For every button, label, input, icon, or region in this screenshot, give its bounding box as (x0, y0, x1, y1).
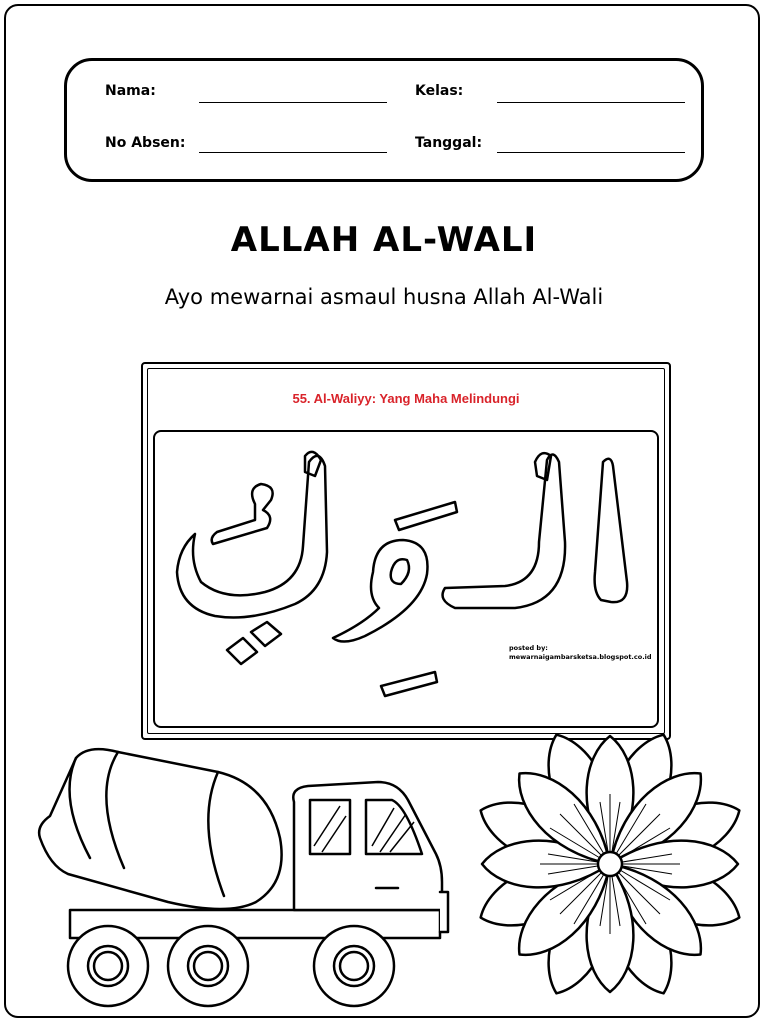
name-field[interactable] (199, 102, 387, 103)
picture-caption: 55. Al-Waliyy: Yang Maha Melindungi (292, 391, 520, 406)
posted-by-site: mewarnaigambarsketsa.blogspot.co.id (509, 653, 652, 661)
arabic-calligraphy[interactable] (155, 432, 657, 726)
posted-by-credit (509, 644, 652, 662)
page-title: ALLAH AL-WALI (230, 220, 538, 260)
date-field[interactable] (497, 152, 685, 153)
flower[interactable] (460, 714, 760, 1014)
number-field[interactable] (199, 152, 387, 153)
name-label: Nama: (105, 83, 156, 99)
posted-by-label: posted by: (509, 644, 548, 652)
class-field[interactable] (497, 102, 685, 103)
cement-mixer-truck[interactable] (28, 742, 466, 1018)
page-subtitle: Ayo mewarnai asmaul husna Allah Al-Wali (164, 285, 604, 309)
number-label: No Absen: (105, 135, 186, 151)
class-label: Kelas: (415, 83, 464, 99)
date-label: Tanggal: (415, 135, 483, 151)
coloring-picture (141, 362, 671, 740)
calligraphy-frame (153, 430, 659, 728)
student-info-box (64, 58, 704, 182)
